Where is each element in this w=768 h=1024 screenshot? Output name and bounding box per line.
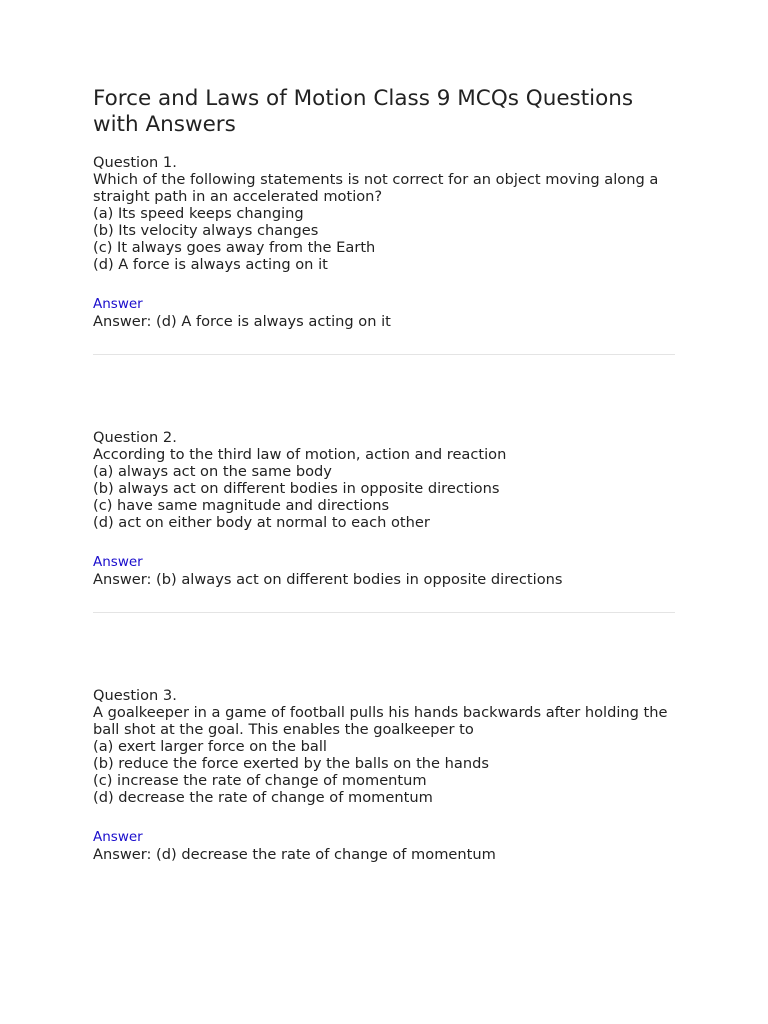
answer-toggle-link[interactable]: Answer xyxy=(93,554,143,570)
page-title: Force and Laws of Motion Class 9 MCQs Questions with Answers xyxy=(93,86,634,137)
option-d: (d) decrease the rate of change of momentum xyxy=(93,789,433,806)
option-b: (b) reduce the force exerted by the balls on the hands xyxy=(93,755,489,772)
answer-text: Answer: (b) always act on different bodies in opposite directions xyxy=(93,571,563,588)
question-label: Question 3. xyxy=(93,687,177,704)
question-body xyxy=(93,429,675,531)
option-b: (b) Its velocity always changes xyxy=(93,222,319,239)
question-text: Which of the following statements is not correct for an object moving along a straight path in an accelerated motion? xyxy=(93,171,659,205)
question-text: A goalkeeper in a game of football pulls his hands backwards after holding the ball shot at the goal. This enables the goalkeeper to xyxy=(93,704,668,738)
question-body xyxy=(93,154,675,273)
option-c: (c) increase the rate of change of momentum xyxy=(93,772,427,789)
article-content xyxy=(93,86,675,863)
option-a: (a) always act on the same body xyxy=(93,463,332,480)
option-b: (b) always act on different bodies in opposite directions xyxy=(93,480,500,497)
answer-toggle-link[interactable]: Answer xyxy=(93,296,143,312)
option-c: (c) It always goes away from the Earth xyxy=(93,239,376,256)
option-c: (c) have same magnitude and directions xyxy=(93,497,390,514)
question-label: Question 1. xyxy=(93,154,177,171)
question-text: According to the third law of motion, action and reaction xyxy=(93,446,507,463)
answer-text: Answer: (d) A force is always acting on it xyxy=(93,313,391,330)
option-d: (d) A force is always acting on it xyxy=(93,256,328,273)
divider xyxy=(93,612,675,613)
divider xyxy=(93,354,675,355)
option-a: (a) exert larger force on the ball xyxy=(93,738,327,755)
question-block-3 xyxy=(93,687,675,863)
question-label: Question 2. xyxy=(93,429,177,446)
question-block-2 xyxy=(93,429,675,613)
option-d: (d) act on either body at normal to each other xyxy=(93,514,430,531)
answer-toggle-link[interactable]: Answer xyxy=(93,829,143,845)
question-body xyxy=(93,687,675,806)
option-a: (a) Its speed keeps changing xyxy=(93,205,304,222)
question-block-1 xyxy=(93,154,675,355)
answer-text: Answer: (d) decrease the rate of change of momentum xyxy=(93,846,496,863)
